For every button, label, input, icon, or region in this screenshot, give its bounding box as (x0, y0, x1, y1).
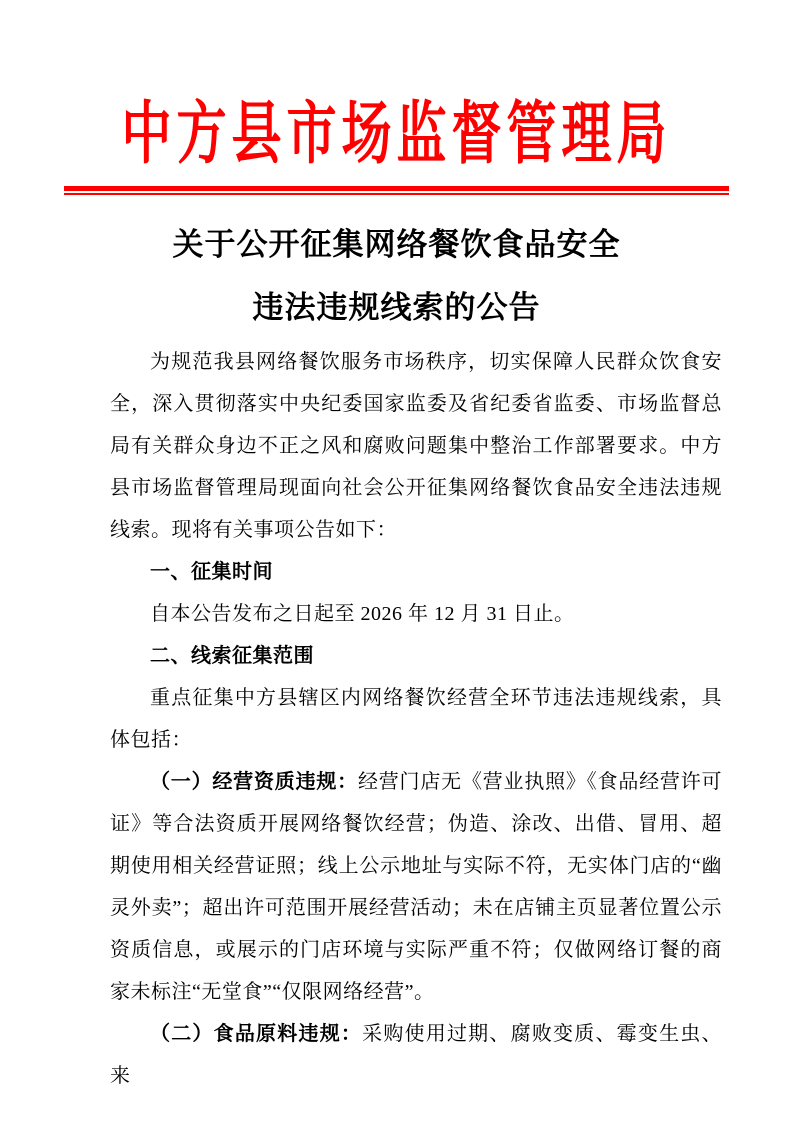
section2-intro: 重点征集中方县辖区内网络餐饮经营全环节违法违规线索，具体包括： (110, 687, 722, 751)
letterhead-divider (64, 186, 729, 195)
letterhead (0, 95, 793, 173)
section2-heading: 二、线索征集范围 (150, 645, 314, 667)
violation-item-1-lead: （一）经营资质违规： (150, 771, 358, 793)
section1-content: 自本公告发布之日起至 2026 年 12 月 31 日止。 (150, 603, 575, 625)
document-body (110, 341, 722, 1097)
violation-item-1 (110, 761, 722, 1013)
intro-paragraph: 为规范我县网络餐饮服务市场秩序，切实保障人民群众饮食安全，深入贯彻落实中央纪委国家监委及省纪委省监委、市场监督总局有关群众身边不正之风和腐败问题集中整治工作部署要求。中方县市场监督管理局现面向社会公开征集网络餐饮食品安全违法违规线索。现将有关事项公告如下： (110, 351, 722, 541)
violation-item-1-text: 经营门店无《营业执照》《食品经营许可证》等合法资质开展网络餐饮经营；伪造、涂改、出借、冒用、超期使用相关经营证照；线上公示地址与实际不符，无实体门店的“幽灵外卖”；超出许可范围开展经营活动；未在店铺主页显著位置公示资质信息，或展示的门店环境与实际严重不符；仅做网络订餐的商家未标注“无堂食”“仅限网络经营”。 (110, 771, 723, 1003)
document-title-line2: 违法违规线索的公告 (252, 290, 541, 325)
letterhead-agency-title: 中方县市场监督管理局 (121, 95, 672, 173)
violation-item-2-lead: （二）食品原料违规： (150, 1023, 363, 1045)
divider-thin-line (64, 193, 729, 195)
violation-item-2 (110, 1013, 722, 1097)
document-title-line1: 关于公开征集网络餐饮食品安全 (172, 227, 621, 262)
document-title (0, 213, 793, 339)
violation-item-2-text: 采购使用过期、腐败变质、霉变生虫、来 (110, 1023, 723, 1087)
section1-heading: 一、征集时间 (150, 561, 273, 583)
